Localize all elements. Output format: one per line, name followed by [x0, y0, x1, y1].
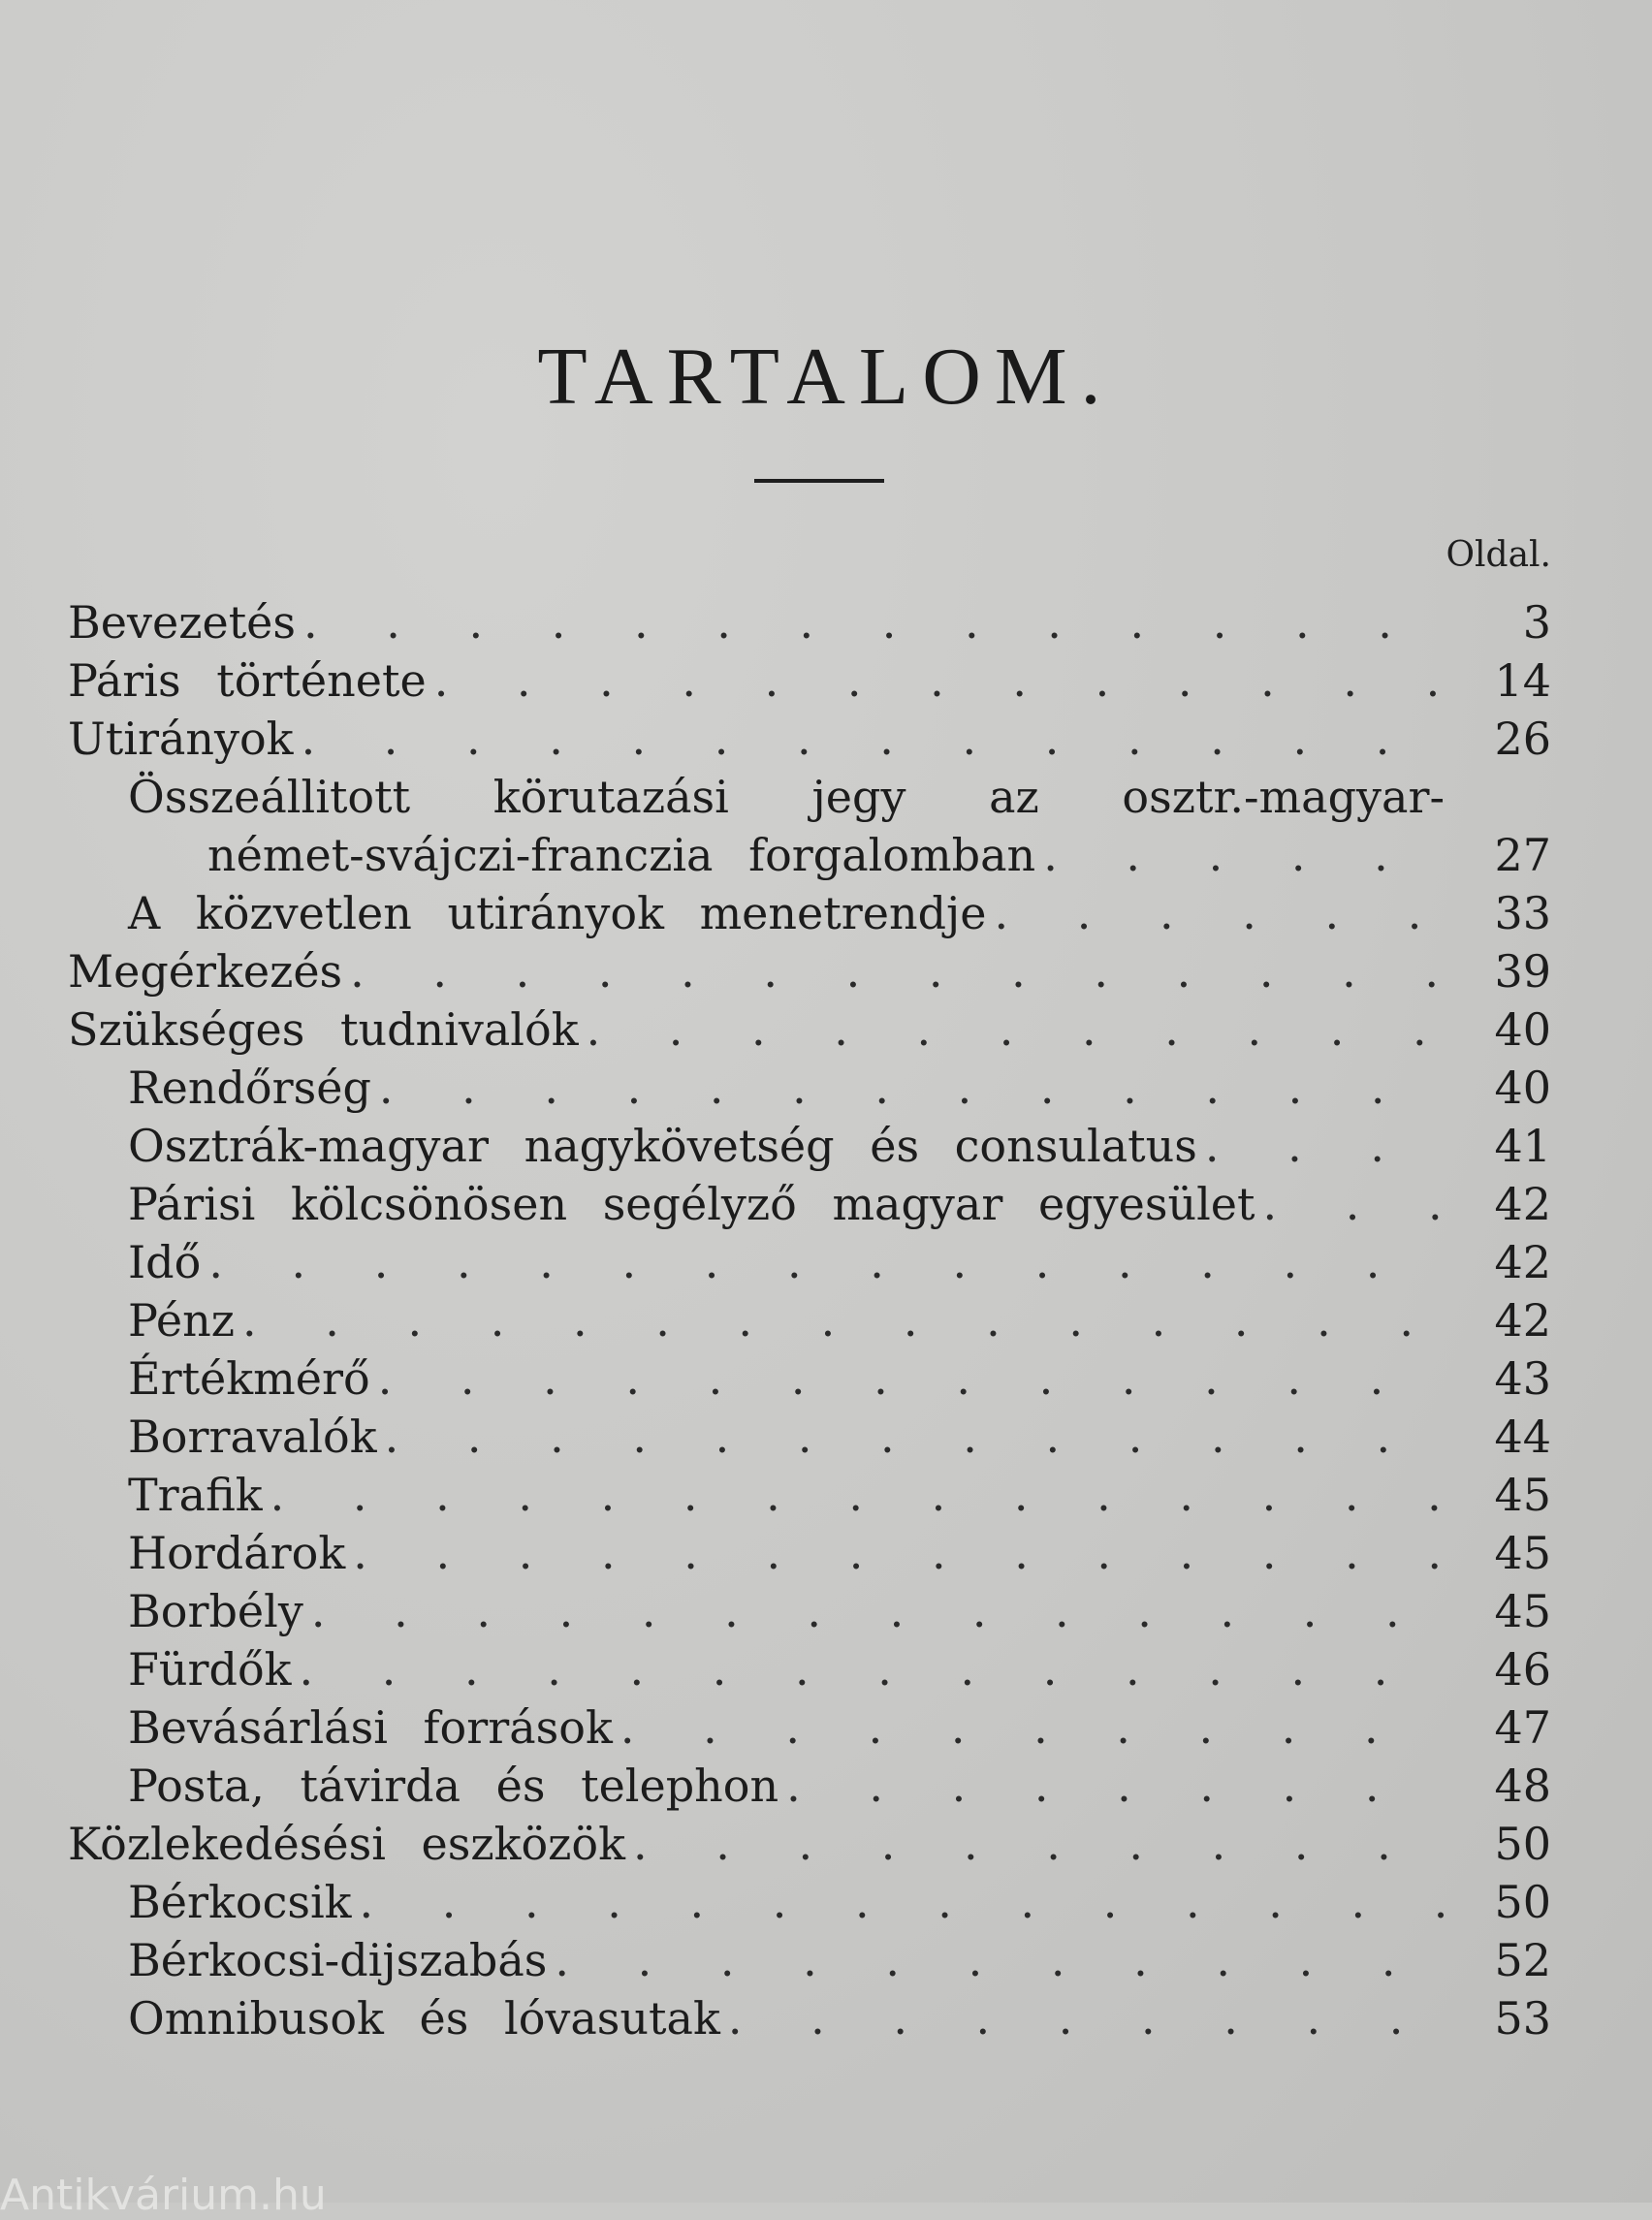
toc-entry-label: Közlekedésési eszközök: [68, 1818, 625, 1870]
leader-dots: [370, 1349, 1445, 1408]
toc-entry-label: Idő: [128, 1236, 202, 1288]
toc-entry: [68, 1698, 1551, 1757]
leader-dots: [235, 1291, 1445, 1349]
leader-dots: [987, 884, 1445, 942]
toc-entry-page: 48: [1494, 1760, 1551, 1812]
toc-entry-label: Párisi kölcsönösen segélyző magyar egyesület: [128, 1178, 1255, 1230]
toc-entry: [68, 1175, 1551, 1233]
leader-dots: [292, 1640, 1445, 1698]
toc-entry: [68, 942, 1551, 1000]
toc-entry-label: Rendőrség: [128, 1062, 371, 1114]
toc-entry-page: 45: [1494, 1527, 1551, 1579]
toc-entry-page: 46: [1494, 1643, 1551, 1696]
leader-dots: [345, 1524, 1445, 1582]
leader-dots: [427, 651, 1445, 710]
leader-dots: [613, 1698, 1445, 1757]
leader-dots: [296, 593, 1445, 651]
title-rule: [754, 479, 884, 483]
table-of-contents: [68, 593, 1551, 2047]
toc-entry: [68, 1466, 1551, 1524]
toc-entry-label: német-svájczi-franczia forgalomban: [207, 829, 1036, 881]
toc-entry-page: 52: [1494, 1934, 1551, 1986]
toc-entry: [68, 710, 1551, 768]
leader-dots: [303, 1582, 1445, 1640]
toc-entry-page: 43: [1494, 1352, 1551, 1405]
toc-entry-label: Utirányok: [68, 713, 294, 765]
watermark: Antikvárium.hu: [0, 2171, 327, 2220]
leader-dots: [720, 1989, 1445, 2047]
toc-entry-page: 27: [1494, 829, 1551, 881]
toc-entry-label: Szükséges tudnivalók: [68, 1003, 579, 1056]
toc-entry-page: 50: [1494, 1818, 1551, 1870]
toc-entry-label: Trafik: [128, 1469, 263, 1521]
toc-entry-label: Omnibusok és lóvasutak: [128, 1992, 720, 2045]
toc-entry-page: 42: [1494, 1178, 1551, 1230]
leader-dots: [352, 1873, 1445, 1931]
toc-entry-label: Hordárok: [128, 1527, 346, 1579]
toc-entry-page: 50: [1494, 1876, 1551, 1928]
toc-entry: [68, 1757, 1551, 1815]
leader-dots: [547, 1931, 1445, 1989]
toc-entry-label: Páris története: [68, 654, 427, 707]
toc-entry-page: 41: [1494, 1120, 1551, 1172]
toc-entry-page: 44: [1494, 1411, 1551, 1463]
leader-dots: [778, 1757, 1445, 1815]
toc-entry-label: Bevezetés: [68, 596, 297, 649]
toc-entry: [68, 1989, 1551, 2047]
toc-entry-page: 39: [1494, 945, 1551, 998]
toc-entry-label: Bevásárlási források: [128, 1701, 613, 1754]
toc-entry: [68, 1582, 1551, 1640]
toc-entry: [68, 1349, 1551, 1408]
toc-entry: [68, 593, 1551, 651]
toc-entry-label: Borbély: [128, 1585, 303, 1637]
toc-entry-label: Pénz: [128, 1294, 235, 1347]
toc-entry-page: 26: [1494, 713, 1551, 765]
toc-entry-label: Megérkezés: [68, 945, 343, 998]
toc-entry-page: 14: [1494, 654, 1551, 707]
toc-entry-label: Fürdők: [128, 1643, 292, 1696]
toc-entry: [68, 1873, 1551, 1931]
toc-entry-page: 40: [1494, 1062, 1551, 1114]
toc-entry-page: 42: [1494, 1236, 1551, 1288]
toc-entry-page: 47: [1494, 1701, 1551, 1754]
toc-entry-page: 45: [1494, 1585, 1551, 1637]
toc-entry-label: Bérkocsik: [128, 1876, 352, 1928]
toc-entry: [68, 1640, 1551, 1698]
toc-entry-label: Összeállitott körutazási jegy az osztr.-magyar-: [128, 771, 1445, 823]
leader-dots: [377, 1408, 1445, 1466]
leader-dots: [1197, 1117, 1445, 1175]
toc-entry: [68, 1408, 1551, 1466]
toc-entry: [68, 1059, 1551, 1117]
toc-entry-page: 33: [1494, 887, 1551, 939]
toc-entry: [68, 1291, 1551, 1349]
leader-dots: [1255, 1175, 1446, 1233]
leader-dots: [579, 1000, 1445, 1059]
toc-entry-label: Posta, távirda és telephon: [128, 1760, 779, 1812]
toc-entry-page: 45: [1494, 1469, 1551, 1521]
toc-entry: [68, 1000, 1551, 1059]
toc-entry-page: 40: [1494, 1003, 1551, 1056]
toc-entry: [68, 1815, 1551, 1873]
leader-dots: [294, 710, 1445, 768]
leader-dots: [263, 1466, 1445, 1524]
toc-entry: [68, 1233, 1551, 1291]
toc-entry-page: 53: [1494, 1992, 1551, 2045]
leader-dots: [371, 1059, 1445, 1117]
page-column-header: Oldal.: [1446, 535, 1551, 575]
toc-entry: [68, 884, 1551, 942]
toc-entry-label: Bérkocsi-dijszabás: [128, 1934, 548, 1986]
toc-entry: [68, 768, 1551, 826]
leader-dots: [342, 942, 1445, 1000]
toc-entry-label: Osztrák-magyar nagykövetség és consulatus: [128, 1120, 1197, 1172]
leader-dots: [1035, 826, 1445, 884]
toc-entry-page: 42: [1494, 1294, 1551, 1347]
toc-entry: [68, 826, 1551, 884]
toc-entry-label: Borravalók: [128, 1411, 377, 1463]
toc-entry: [68, 651, 1551, 710]
leader-dots: [625, 1815, 1445, 1873]
page-title: TARTALOM.: [537, 332, 1115, 422]
toc-entry-page: 3: [1522, 596, 1551, 649]
toc-entry: [68, 1524, 1551, 1582]
toc-entry-label: A közvetlen utirányok menetrendje: [128, 887, 987, 939]
toc-entry-label: Értékmérő: [128, 1352, 370, 1405]
toc-entry: [68, 1117, 1551, 1175]
leader-dots: [201, 1233, 1445, 1291]
toc-entry: [68, 1931, 1551, 1989]
